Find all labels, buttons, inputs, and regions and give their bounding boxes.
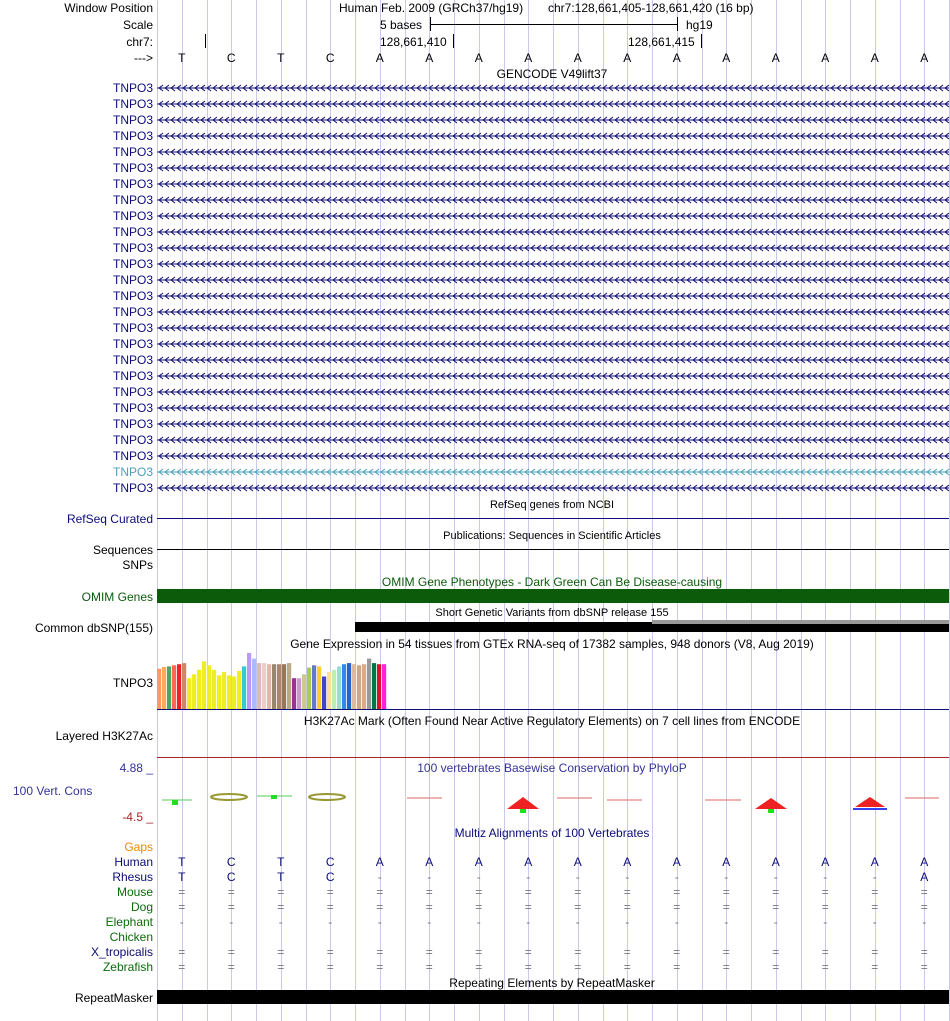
gtex-tissue-bar[interactable] <box>257 663 261 709</box>
species-label[interactable]: Chicken <box>109 930 153 944</box>
gencode-transcript-label[interactable]: TNPO3 <box>112 161 153 175</box>
alignment-base: = <box>524 885 532 899</box>
gtex-tissue-bar[interactable] <box>207 665 211 709</box>
base-letter: C <box>226 51 236 65</box>
multiz-title: Multiz Alignments of 100 Vertebrates <box>454 826 650 840</box>
alignment-base: = <box>376 945 384 959</box>
refseq-label[interactable]: RefSeq Curated <box>66 512 153 526</box>
gencode-transcript-label[interactable]: TNPO3 <box>112 225 153 239</box>
gtex-tissue-bar[interactable] <box>227 675 231 709</box>
gencode-transcript-line[interactable] <box>157 227 949 237</box>
gtex-tissue-bar[interactable] <box>377 664 381 709</box>
alignment-base: C <box>226 870 236 884</box>
alignment-base: = <box>772 945 780 959</box>
gtex-tissue-bar[interactable] <box>262 663 266 709</box>
gtex-tissue-bar[interactable] <box>297 678 301 709</box>
alignment-base: = <box>524 900 532 914</box>
dbsnp-variant-grey[interactable] <box>652 620 949 624</box>
alignment-base: = <box>821 945 829 959</box>
gtex-tissue-bar[interactable] <box>342 664 346 709</box>
h3k27ac-title: H3K27Ac Mark (Often Found Near Active Regulatory Elements) on 7 cell lines from ENCODE <box>303 714 801 728</box>
species-label[interactable]: Human <box>114 855 153 869</box>
gtex-tissue-bar[interactable] <box>267 664 271 709</box>
alignment-base: - <box>724 870 729 884</box>
gencode-transcript-line[interactable] <box>157 355 949 365</box>
gtex-tissue-bar[interactable] <box>162 667 166 709</box>
gencode-transcript-line[interactable] <box>157 243 949 253</box>
gtex-tissue-bar[interactable] <box>337 666 341 709</box>
gtex-tissue-bar[interactable] <box>232 677 236 710</box>
alignment-base: - <box>575 870 580 884</box>
gencode-transcript-label[interactable]: TNPO3 <box>112 353 153 367</box>
phylop-min: -4.5 _ <box>122 810 153 824</box>
gencode-transcript-line[interactable] <box>157 435 949 445</box>
alignment-base: T <box>178 855 186 869</box>
gencode-transcript-label[interactable]: TNPO3 <box>112 465 153 479</box>
gencode-transcript-label[interactable]: TNPO3 <box>112 449 153 463</box>
base-letter: A <box>623 51 632 65</box>
gencode-transcript-label[interactable]: TNPO3 <box>112 193 153 207</box>
alignment-base: T <box>178 870 186 884</box>
species-label[interactable]: X_tropicalis <box>90 945 153 959</box>
gencode-transcript-line[interactable] <box>157 179 949 189</box>
alignment-base: = <box>574 960 582 974</box>
alignment-base: = <box>227 960 235 974</box>
ruler-tick-3 <box>701 34 702 48</box>
window-position-label: Window Position <box>64 1 153 15</box>
snps-label[interactable]: SNPs <box>122 558 153 572</box>
gencode-transcript-line[interactable] <box>157 131 949 141</box>
alignment-base: = <box>673 945 681 959</box>
gtex-tissue-bar[interactable] <box>272 664 276 709</box>
gtex-tissue-bar[interactable] <box>242 666 246 709</box>
gencode-transcript-line[interactable] <box>157 195 949 205</box>
gencode-transcript-label[interactable]: TNPO3 <box>112 241 153 255</box>
alignment-base: = <box>574 900 582 914</box>
gtex-tissue-bar[interactable] <box>172 665 176 709</box>
gencode-transcript-label[interactable]: TNPO3 <box>112 273 153 287</box>
repeatmasker-title: Repeating Elements by RepeatMasker <box>449 976 655 990</box>
base-letter: C <box>325 51 335 65</box>
alignment-base: - <box>773 870 778 884</box>
alignment-base: - <box>328 915 333 929</box>
phylop-mark-6-sq <box>520 809 526 813</box>
gtex-tissue-bar[interactable] <box>302 674 306 709</box>
repeatmasker-track-bar[interactable] <box>157 990 949 1004</box>
alignment-base: = <box>425 960 433 974</box>
gencode-transcript-label[interactable]: TNPO3 <box>112 369 153 383</box>
alignment-base: - <box>476 870 481 884</box>
alignment-base: = <box>920 900 928 914</box>
alignment-base: = <box>277 885 285 899</box>
publications-track-line[interactable] <box>157 549 949 550</box>
gtex-tissue-bar[interactable] <box>322 677 326 710</box>
alignment-base: = <box>623 960 631 974</box>
alignment-base: - <box>278 915 283 929</box>
phylop-title: 100 vertebrates Basewise Conservation by PhyloP <box>417 761 687 775</box>
gencode-transcript-line[interactable] <box>157 419 949 429</box>
omim-label[interactable]: OMIM Genes <box>81 590 153 604</box>
repeatmasker-label[interactable]: RepeatMasker <box>74 991 153 1005</box>
alignment-base: - <box>526 870 531 884</box>
dbsnp-label[interactable]: Common dbSNP(155) <box>34 621 153 635</box>
alignment-base: = <box>722 885 730 899</box>
strand-label: ---> <box>134 51 153 65</box>
alignment-base: - <box>823 870 828 884</box>
gencode-transcript-line[interactable] <box>157 211 949 221</box>
phylop-logo-track[interactable] <box>157 790 949 820</box>
gtex-tissue-bar[interactable] <box>222 672 226 709</box>
base-letter: A <box>920 51 929 65</box>
gencode-transcript-line[interactable] <box>157 259 949 269</box>
base-letter: A <box>672 51 681 65</box>
gtex-tissue-bar[interactable] <box>332 670 336 709</box>
scale-bar-left-tick <box>430 17 431 31</box>
alignment-base: = <box>376 960 384 974</box>
alignment-base: = <box>574 885 582 899</box>
gtex-label[interactable]: TNPO3 <box>112 676 153 690</box>
alignment-base: - <box>674 915 679 929</box>
gtex-tissue-bar[interactable] <box>187 678 191 709</box>
base-letter: A <box>821 51 830 65</box>
base-letter: A <box>870 51 879 65</box>
scale-label: Scale <box>122 18 153 32</box>
gencode-transcript-label[interactable]: TNPO3 <box>112 305 153 319</box>
alignment-base: = <box>227 945 235 959</box>
alignment-base: = <box>871 900 879 914</box>
gtex-tissue-bar[interactable] <box>197 670 201 709</box>
gencode-transcript-label[interactable]: TNPO3 <box>112 97 153 111</box>
assembly-text: Human Feb. 2009 (GRCh37/hg19) <box>339 1 524 15</box>
alignment-base: = <box>326 945 334 959</box>
alignment-base: = <box>376 885 384 899</box>
publications-title: Publications: Sequences in Scientific Articles <box>443 530 661 542</box>
alignment-base: - <box>625 870 630 884</box>
gencode-title: GENCODE V49lift37 <box>496 67 608 81</box>
phylop-mark-10-sq <box>768 809 774 813</box>
gencode-transcript-label[interactable]: TNPO3 <box>112 337 153 351</box>
base-letter: A <box>524 51 533 65</box>
gtex-tissue-bar[interactable] <box>327 672 331 709</box>
refseq-track-line[interactable] <box>157 518 949 519</box>
gtex-tissue-bar[interactable] <box>382 664 386 709</box>
alignment-base: - <box>179 915 184 929</box>
gencode-transcript-line[interactable] <box>157 275 949 285</box>
alignment-base: - <box>575 915 580 929</box>
gtex-tissue-bar[interactable] <box>282 664 286 709</box>
alignment-base: T <box>277 855 285 869</box>
gtex-tissue-bar[interactable] <box>287 663 291 709</box>
alignment-base: = <box>425 885 433 899</box>
publications-label[interactable]: Sequences <box>92 543 153 557</box>
alignment-base: T <box>277 870 285 884</box>
gencode-transcript-line[interactable] <box>157 163 949 173</box>
gencode-transcript-label[interactable]: TNPO3 <box>112 177 153 191</box>
gencode-transcript-line[interactable] <box>157 291 949 301</box>
alignment-base: - <box>377 870 382 884</box>
alignment-base: = <box>722 945 730 959</box>
alignment-base: = <box>425 900 433 914</box>
ruler-tick-1 <box>205 34 206 48</box>
species-label[interactable]: Dog <box>130 900 153 914</box>
alignment-base: - <box>872 870 877 884</box>
phylop-mark-4 <box>309 794 345 800</box>
alignment-base: - <box>625 915 630 929</box>
gencode-transcript-label[interactable]: TNPO3 <box>112 433 153 447</box>
gtex-tissue-bar[interactable] <box>372 663 376 709</box>
phylop-mark-6 <box>507 797 539 809</box>
alignment-base: - <box>922 915 927 929</box>
phylop-mark-1-sq <box>172 800 178 805</box>
species-label[interactable]: Rhesus <box>112 870 153 884</box>
alignment-base: = <box>920 960 928 974</box>
gtex-tissue-bar[interactable] <box>352 664 356 709</box>
alignment-base: = <box>871 960 879 974</box>
gtex-tissue-bar[interactable] <box>367 659 371 709</box>
alignment-base: A <box>623 855 632 869</box>
phylop-mark-3-sq <box>271 795 277 799</box>
alignment-base: = <box>772 960 780 974</box>
alignment-base: = <box>326 885 334 899</box>
position-text: chr7:128,661,405-128,661,420 (16 bp) <box>548 1 754 15</box>
alignment-base: - <box>229 915 234 929</box>
gencode-transcript-label[interactable]: TNPO3 <box>112 145 153 159</box>
gtex-tissue-bar[interactable] <box>247 653 251 709</box>
gencode-transcript-label[interactable]: TNPO3 <box>112 129 153 143</box>
gtex-tissue-bar[interactable] <box>307 668 311 709</box>
alignment-base: - <box>773 915 778 929</box>
alignment-base: A <box>425 855 434 869</box>
omim-track-bar[interactable] <box>157 589 949 603</box>
gencode-transcript-line[interactable] <box>157 339 949 349</box>
alignment-base: = <box>524 945 532 959</box>
gencode-transcript-line[interactable] <box>157 83 949 93</box>
alignment-base: = <box>623 945 631 959</box>
h3k27ac-track-line[interactable] <box>157 757 949 758</box>
alignment-base: = <box>623 900 631 914</box>
alignment-base: - <box>724 915 729 929</box>
gtex-title: Gene Expression in 54 tissues from GTEx RNA-seq of 17382 samples, 948 donors (V8, Aug 2019) <box>290 637 814 651</box>
alignment-base: A <box>375 855 384 869</box>
alignment-base: A <box>821 855 830 869</box>
gencode-transcript-label[interactable]: TNPO3 <box>112 289 153 303</box>
phylop-label[interactable]: 100 Vert. Cons <box>13 784 93 798</box>
alignment-base: = <box>920 885 928 899</box>
base-letter: A <box>771 51 780 65</box>
gencode-transcript-label[interactable]: TNPO3 <box>112 257 153 271</box>
alignment-base: = <box>475 900 483 914</box>
alignment-base: = <box>722 900 730 914</box>
alignment-base: - <box>377 915 382 929</box>
phylop-mark-10 <box>755 798 787 809</box>
alignment-base: = <box>673 885 681 899</box>
scale-db: hg19 <box>686 18 713 32</box>
gtex-tissue-bar[interactable] <box>202 661 206 709</box>
alignment-base: - <box>872 915 877 929</box>
alignment-base: = <box>821 900 829 914</box>
alignment-base: = <box>623 885 631 899</box>
gencode-transcript-line[interactable] <box>157 115 949 125</box>
alignment-base: = <box>227 900 235 914</box>
alignment-base: A <box>920 855 929 869</box>
alignment-base: = <box>673 960 681 974</box>
gtex-tissue-bar[interactable] <box>237 671 241 709</box>
gtex-tissue-bar[interactable] <box>312 665 316 709</box>
alignment-base: = <box>475 960 483 974</box>
gtex-tissue-bar[interactable] <box>192 674 196 709</box>
alignment-base: = <box>475 885 483 899</box>
dbsnp-title: Short Genetic Variants from dbSNP release 155 <box>435 607 669 619</box>
alignment-base: - <box>674 870 679 884</box>
alignment-base: A <box>870 855 879 869</box>
base-letter: A <box>573 51 582 65</box>
phylop-max: 4.88 _ <box>119 761 153 775</box>
chrom-label: chr7: <box>126 35 153 49</box>
alignment-base: A <box>771 855 780 869</box>
alignment-base: C <box>325 855 335 869</box>
alignment-base: = <box>673 900 681 914</box>
scale-bar-right-tick <box>677 17 678 31</box>
gencode-transcript-line[interactable] <box>157 371 949 381</box>
alignment-base: = <box>326 960 334 974</box>
base-letter: A <box>425 51 434 65</box>
gencode-transcript-label[interactable]: TNPO3 <box>112 113 153 127</box>
h3k27ac-label[interactable]: Layered H3K27Ac <box>55 729 153 743</box>
gtex-bar-chart[interactable] <box>157 652 949 712</box>
gtex-tissue-bar[interactable] <box>167 666 171 709</box>
gencode-transcript-line[interactable] <box>157 483 949 493</box>
alignment-base: = <box>227 885 235 899</box>
alignment-base: = <box>821 960 829 974</box>
gtex-tissue-bar[interactable] <box>212 670 216 709</box>
alignment-base: = <box>871 885 879 899</box>
gencode-transcript-line[interactable] <box>157 387 949 397</box>
alignment-base: C <box>226 855 236 869</box>
alignment-base: = <box>326 900 334 914</box>
alignment-base: A <box>524 855 533 869</box>
alignment-base: = <box>178 900 186 914</box>
gencode-transcript-line[interactable] <box>157 147 949 157</box>
alignment-base: A <box>722 855 731 869</box>
omim-title: OMIM Gene Phenotypes - Dark Green Can Be Disease-causing <box>381 575 723 589</box>
alignment-base: = <box>277 900 285 914</box>
alignment-base: = <box>178 945 186 959</box>
base-letter: A <box>474 51 483 65</box>
alignment-base: = <box>920 945 928 959</box>
gtex-tissue-bar[interactable] <box>177 664 181 709</box>
gtex-tissue-bar[interactable] <box>357 665 361 709</box>
gtex-tissue-bar[interactable] <box>292 678 296 709</box>
alignment-base: - <box>526 915 531 929</box>
ruler-tick-2 <box>453 34 454 48</box>
alignment-base: = <box>277 960 285 974</box>
gencode-transcript-line[interactable] <box>157 323 949 333</box>
base-letter: A <box>375 51 384 65</box>
alignment-base: C <box>325 870 335 884</box>
alignment-base: - <box>823 915 828 929</box>
alignment-base: - <box>476 915 481 929</box>
gtex-baseline <box>157 709 949 710</box>
gencode-transcript-line[interactable] <box>157 451 949 461</box>
gencode-transcript-label[interactable]: TNPO3 <box>112 385 153 399</box>
species-label[interactable]: Elephant <box>105 915 153 929</box>
alignment-base: - <box>427 915 432 929</box>
gtex-tissue-bar[interactable] <box>277 664 281 709</box>
scale-bar <box>430 24 677 25</box>
gencode-transcript-line[interactable] <box>157 403 949 413</box>
gencode-transcript-label[interactable]: TNPO3 <box>112 481 153 495</box>
alignment-base: A <box>474 855 483 869</box>
gencode-transcript-line[interactable] <box>157 467 949 477</box>
gtex-tissue-bar[interactable] <box>347 663 351 709</box>
phylop-mark-2 <box>211 794 247 800</box>
alignment-base: - <box>427 870 432 884</box>
alignment-base: = <box>871 945 879 959</box>
gtex-tissue-bar[interactable] <box>362 664 366 709</box>
alignment-base: = <box>178 885 186 899</box>
alignment-base: = <box>722 960 730 974</box>
base-letter: A <box>722 51 731 65</box>
gencode-transcript-label[interactable]: TNPO3 <box>112 321 153 335</box>
scale-text: 5 bases <box>380 18 423 32</box>
alignment-base: = <box>475 945 483 959</box>
gtex-tissue-bar[interactable] <box>217 675 221 709</box>
gtex-tissue-bar[interactable] <box>157 669 161 709</box>
gtex-tissue-bar[interactable] <box>182 663 186 709</box>
species-label[interactable]: Mouse <box>116 885 153 899</box>
alignment-base: A <box>672 855 681 869</box>
alignment-base: = <box>574 945 582 959</box>
alignment-base: = <box>821 885 829 899</box>
gencode-transcript-line[interactable] <box>157 99 949 109</box>
gencode-transcript-label[interactable]: TNPO3 <box>112 401 153 415</box>
base-letter: T <box>178 51 186 65</box>
refseq-title: RefSeq genes from NCBI <box>489 499 615 511</box>
base-letter: T <box>277 51 285 65</box>
gencode-transcript-line[interactable] <box>157 307 949 317</box>
alignment-base: = <box>376 900 384 914</box>
alignment-base: A <box>920 870 929 884</box>
species-label[interactable]: Zebrafish <box>102 960 153 974</box>
alignment-base: = <box>277 945 285 959</box>
alignment-base: = <box>178 960 186 974</box>
alignment-base: A <box>573 855 582 869</box>
alignment-base: = <box>772 900 780 914</box>
alignment-base: = <box>524 960 532 974</box>
phylop-mark-11 <box>855 797 885 807</box>
alignment-base: = <box>772 885 780 899</box>
gencode-transcript-label[interactable]: TNPO3 <box>112 81 153 95</box>
coord-2: 128,661,415 <box>628 35 695 49</box>
gaps-label[interactable]: Gaps <box>124 840 153 854</box>
coord-1: 128,661,410 <box>380 35 447 49</box>
alignment-base: = <box>425 945 433 959</box>
gtex-tissue-bar[interactable] <box>317 666 321 709</box>
gencode-transcript-label[interactable]: TNPO3 <box>112 417 153 431</box>
gtex-tissue-bar[interactable] <box>252 659 256 709</box>
gencode-transcript-label[interactable]: TNPO3 <box>112 209 153 223</box>
